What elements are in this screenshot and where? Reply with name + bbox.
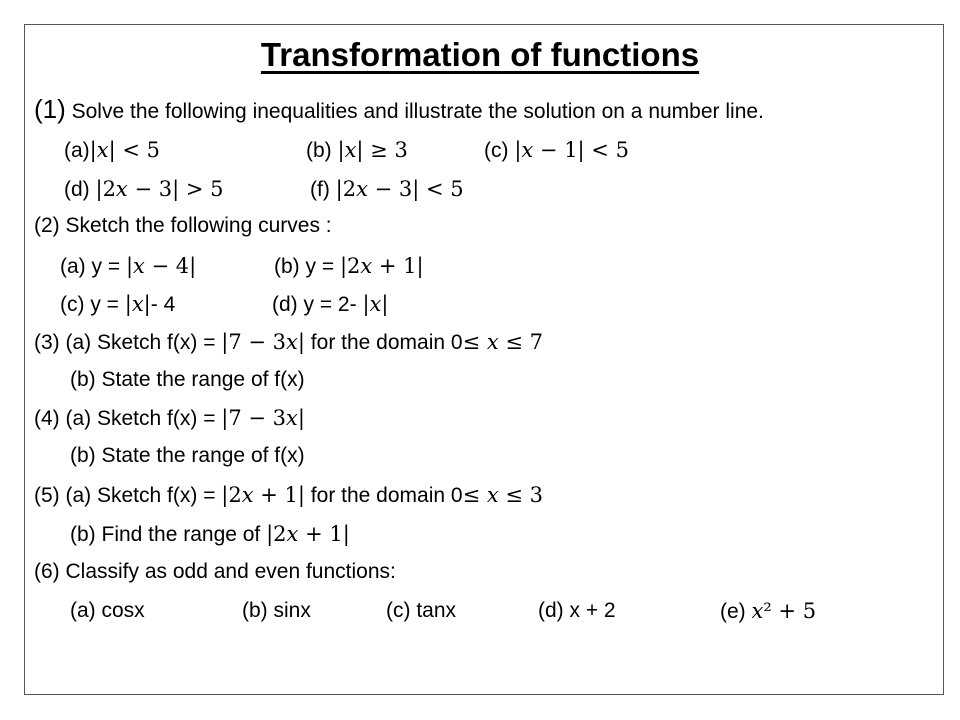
page-title: Transformation of functions bbox=[260, 36, 700, 73]
q1-item-c-math: |𝑥 − 1| < 5 bbox=[514, 138, 629, 162]
q5a-domain: ≤ 𝑥 ≤ 3 bbox=[462, 483, 543, 507]
question-1-number: (1) bbox=[34, 94, 66, 124]
q2-item-a-math: |𝑥 − 4| bbox=[125, 254, 197, 278]
q2-item-a bbox=[60, 252, 196, 281]
q5a-tail: for the domain 0 bbox=[304, 484, 463, 507]
q3a-math: |7 − 3𝑥| bbox=[221, 330, 305, 354]
q1-item-a bbox=[64, 136, 160, 165]
question-1 bbox=[34, 95, 764, 126]
q1-item-b bbox=[306, 136, 408, 165]
question-5a bbox=[34, 481, 543, 510]
question-1-text: Solve the following inequalities and illustrate the solution on a number line. bbox=[71, 100, 764, 123]
q5b-label: (b) Find the range of bbox=[70, 523, 267, 546]
q2-item-a-label: (a) y = bbox=[60, 255, 126, 278]
q6-item-e bbox=[720, 597, 816, 626]
question-5b bbox=[70, 520, 350, 549]
q1-item-f-label: (f) bbox=[310, 178, 336, 201]
q6-item-a: (a) cosx bbox=[70, 599, 145, 622]
question-4a bbox=[34, 404, 305, 433]
q1-item-a-label: (a) bbox=[64, 139, 90, 162]
q1-item-b-label: (b) bbox=[306, 139, 338, 162]
q2-item-b-label: (b) y = bbox=[274, 255, 340, 278]
q2-item-b-math: |2𝑥 + 1| bbox=[339, 254, 424, 278]
q6-item-e-label: (e) bbox=[720, 600, 752, 623]
question-4b: (b) State the range of f(x) bbox=[70, 444, 305, 467]
q1-item-f-math: |2𝑥 − 3| < 5 bbox=[335, 177, 464, 201]
q2-item-d bbox=[272, 290, 388, 319]
question-2: (2) Sketch the following curves : bbox=[34, 214, 332, 237]
q3a-tail: for the domain 0 bbox=[304, 331, 463, 354]
q1-item-c-label: (c) bbox=[484, 139, 515, 162]
question-6: (6) Classify as odd and even functions: bbox=[34, 560, 396, 583]
q2-item-c-tail: - 4 bbox=[150, 293, 176, 316]
q5b-math: |2𝑥 + 1| bbox=[266, 522, 350, 546]
q1-item-b-math: |𝑥| ≥ 3 bbox=[337, 138, 408, 162]
q1-item-c bbox=[484, 136, 629, 165]
q2-item-c bbox=[60, 290, 175, 319]
q1-item-f bbox=[310, 175, 464, 204]
q1-item-d-math: |2𝑥 − 3| > 5 bbox=[95, 177, 224, 201]
question-3b: (b) State the range of f(x) bbox=[70, 368, 305, 391]
q4a-label: (4) (a) Sketch f(x) = bbox=[34, 407, 222, 430]
q6-item-c: (c) tanx bbox=[386, 599, 457, 622]
q2-item-c-label: (c) y = bbox=[60, 293, 125, 316]
question-3a bbox=[34, 328, 543, 357]
q2-item-d-math: |𝑥| bbox=[362, 292, 389, 316]
q1-item-d-label: (d) bbox=[64, 178, 96, 201]
q5a-math: |2𝑥 + 1| bbox=[221, 483, 305, 507]
q1-item-a-math: |𝑥| < 5 bbox=[89, 138, 160, 162]
q3a-label: (3) (a) Sketch f(x) = bbox=[34, 331, 222, 354]
q6-item-b: (b) sinx bbox=[242, 599, 311, 622]
q4a-math: |7 − 3𝑥| bbox=[221, 406, 305, 430]
q2-item-b bbox=[274, 252, 424, 281]
q6-item-d: (d) x + 2 bbox=[538, 599, 616, 622]
q3a-domain: ≤ 𝑥 ≤ 7 bbox=[462, 330, 543, 354]
q5a-label: (5) (a) Sketch f(x) = bbox=[34, 484, 222, 507]
q1-item-d bbox=[64, 175, 223, 204]
q6-item-e-math: 𝑥² + 5 bbox=[751, 599, 817, 623]
q2-item-c-math: |𝑥| bbox=[124, 292, 151, 316]
q2-item-d-label: (d) y = 2- bbox=[272, 293, 363, 316]
